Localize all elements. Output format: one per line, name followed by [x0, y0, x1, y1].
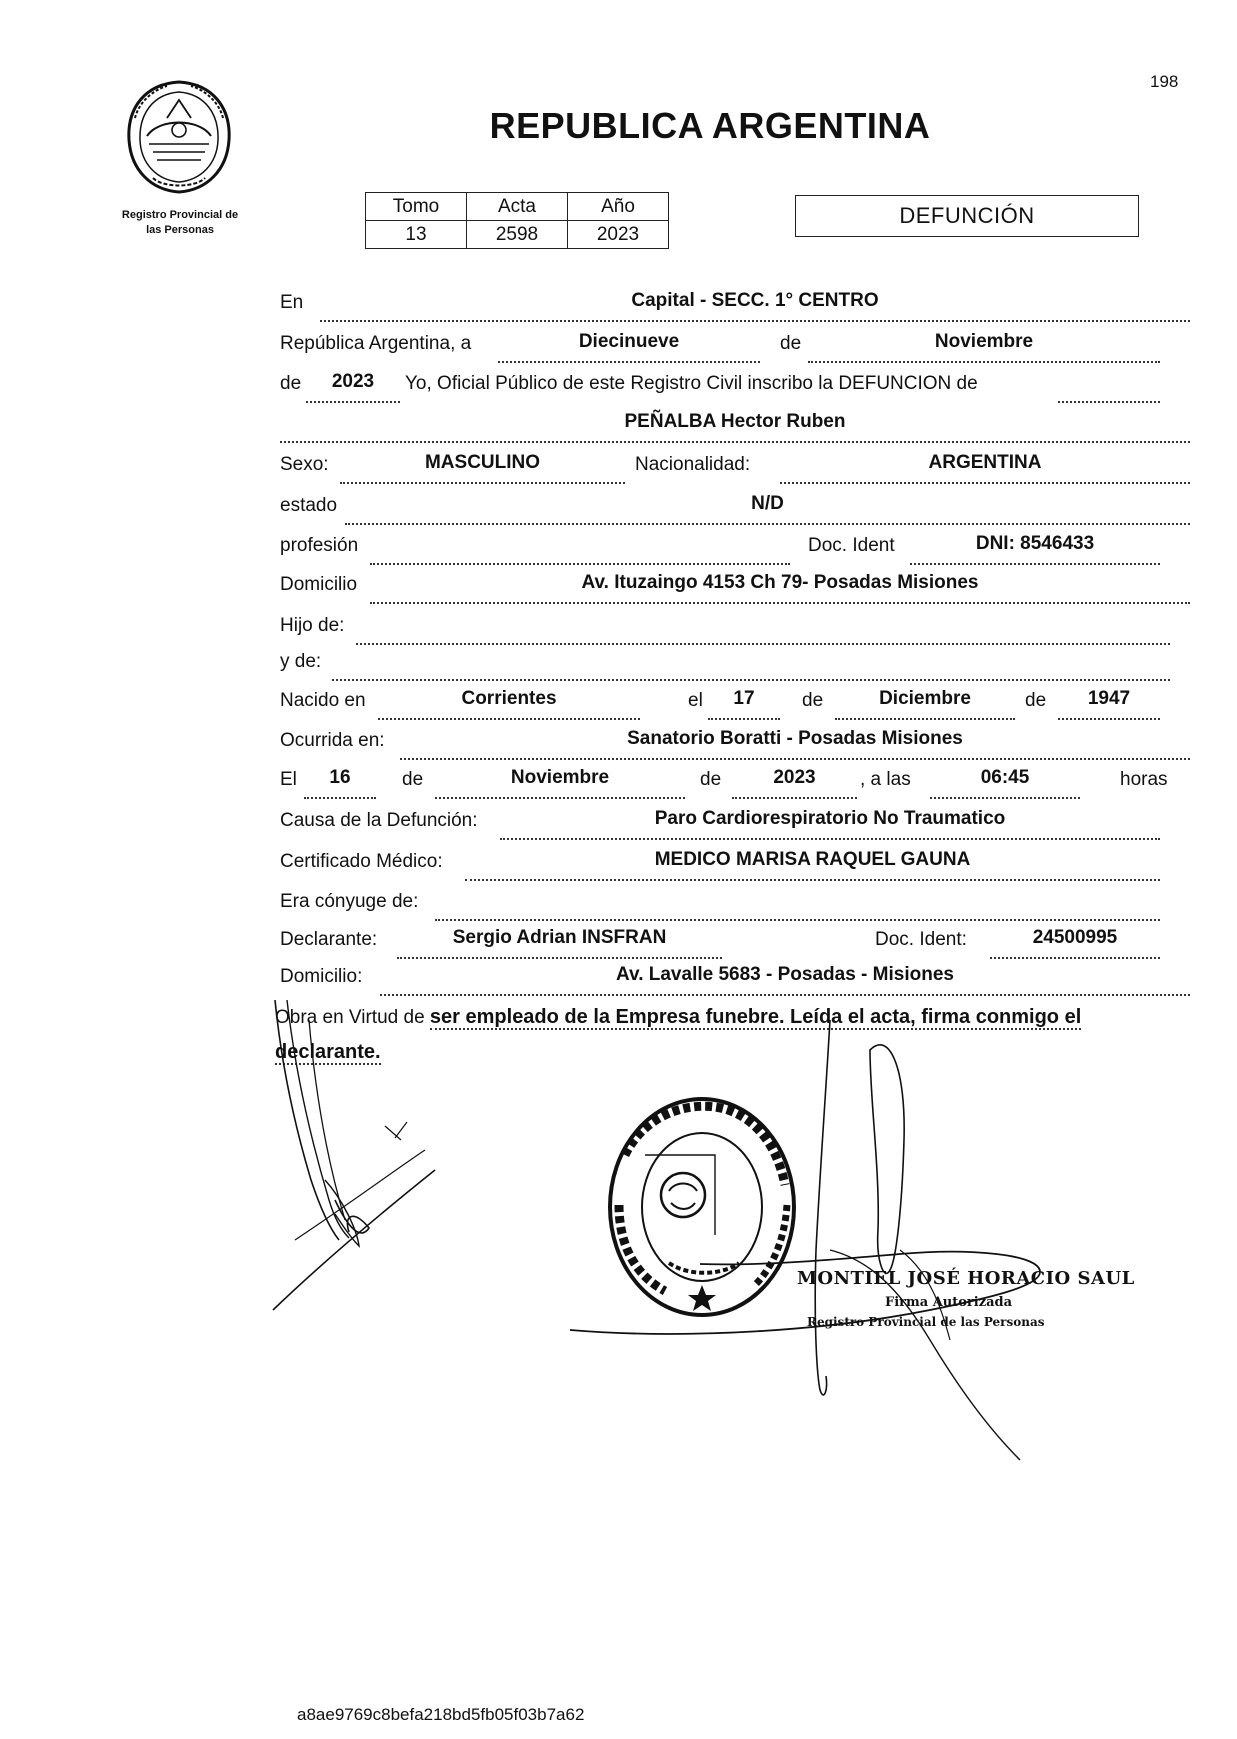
anio-header: Año	[568, 193, 669, 221]
field-declarante	[397, 929, 722, 959]
label-inscribo: Yo, Oficial Público de este Registro Civil inscribo la DEFUNCION de	[405, 373, 978, 394]
provincial-seal-logo	[123, 78, 235, 196]
value-declarante-doc: 24500995	[1032, 927, 1118, 948]
field-fallec-dia	[304, 769, 376, 799]
value-lugar: Capital - SECC. 1° CENTRO	[631, 290, 879, 311]
value-certificado: MEDICO MARISA RAQUEL GAUNA	[654, 849, 971, 870]
label-sexo: Sexo:	[280, 454, 329, 475]
row-fallecimiento	[280, 769, 1180, 799]
field-conyuge	[435, 891, 1160, 921]
value-sexo: MASCULINO	[424, 452, 541, 473]
value-mes: Noviembre	[934, 331, 1034, 352]
field-nacionalidad	[780, 454, 1190, 484]
label-a-las: , a las	[860, 769, 911, 790]
value-nacido-mes: Diciembre	[879, 688, 971, 709]
label-doc-ident-declarante: Doc. Ident:	[875, 929, 967, 950]
field-nacido-mes	[835, 690, 1015, 720]
field-causa	[500, 810, 1160, 840]
value-nacido-lugar: Corrientes	[461, 688, 557, 709]
row-certificado	[280, 851, 1160, 881]
label-horas: horas	[1120, 769, 1168, 790]
registry-name	[95, 208, 265, 238]
label-ocurrida-en: Ocurrida en:	[280, 730, 385, 751]
label-el-fallec: El	[280, 769, 297, 790]
label-el-nacido: el	[688, 690, 703, 711]
reference-header-row	[366, 193, 669, 221]
field-profesion	[370, 535, 790, 565]
label-conyuge: Era cónyuge de:	[280, 891, 419, 912]
field-sexo	[340, 454, 625, 484]
row-lugar	[280, 292, 1190, 322]
row-estado	[280, 495, 1190, 525]
label-republica: República Argentina, a	[280, 333, 472, 354]
field-declarante-doc	[990, 929, 1160, 959]
document-hash: a8ae9769c8befa218bd5fb05f03b7a62	[297, 1705, 585, 1724]
value-obra: ser empleado de la Empresa funebre. Leída el acta, firma conmigo el declarante.	[275, 1006, 1082, 1063]
value-causa: Paro Cardiorespiratorio No Traumatico	[654, 808, 1006, 829]
field-ocurrida-en	[400, 730, 1190, 760]
field-doc	[910, 535, 1160, 565]
row-declarante-domicilio	[280, 966, 1190, 996]
value-declarante: Sergio Adrian INSFRAN	[452, 927, 667, 948]
value-nacido-dia: 17	[733, 688, 755, 709]
label-nacido-en: Nacido en	[280, 690, 366, 711]
anio-value: 2023	[568, 221, 669, 249]
field-certificado	[465, 851, 1160, 881]
label-obra: Obra en Virtud de	[275, 1007, 425, 1028]
field-inscribo-tail	[1058, 373, 1160, 403]
row-fecha	[280, 333, 1160, 363]
field-declarante-domicilio	[380, 966, 1190, 996]
label-de-anio: de	[280, 373, 302, 394]
field-lugar	[320, 292, 1190, 322]
field-estado	[345, 495, 1190, 525]
row-declarante	[280, 929, 1160, 959]
label-domicilio: Domicilio	[280, 574, 358, 595]
registry-line-1: Registro Provincial de	[121, 209, 239, 221]
label-nacionalidad: Nacionalidad:	[635, 454, 751, 475]
label-en: En	[280, 292, 304, 313]
field-dia	[498, 333, 760, 363]
row-nombre	[280, 413, 1190, 443]
field-nacido-dia	[708, 690, 780, 720]
row-inscripcion	[280, 373, 1160, 403]
field-nacido-anio	[1058, 690, 1160, 720]
document-title: REPUBLICA ARGENTINA	[489, 105, 931, 146]
field-anio	[306, 373, 400, 403]
value-nacionalidad: ARGENTINA	[928, 452, 1042, 473]
row-conyuge	[280, 891, 1160, 921]
stamp-official-name: MONTIEL JOSÉ HORACIO SAUL	[797, 1268, 1135, 1289]
label-hijo-de: Hijo de:	[280, 615, 345, 636]
row-sexo	[280, 454, 1190, 484]
row-ocurrida	[280, 730, 1190, 760]
label-causa: Causa de la Defunción:	[280, 810, 478, 831]
value-fallec-dia: 16	[329, 767, 351, 788]
field-hijo-de	[356, 615, 1170, 645]
row-y-de	[280, 651, 1170, 681]
label-y-de: y de:	[280, 651, 322, 672]
field-domicilio	[370, 574, 1190, 604]
value-nombre: PEÑALBA Hector Ruben	[624, 411, 846, 432]
stamp-official-role: Firma Autorizada	[885, 1295, 1013, 1310]
label-declarante: Declarante:	[280, 929, 378, 950]
declarant-signature	[265, 1000, 445, 1330]
label-domicilio-declarante: Domicilio:	[280, 966, 363, 987]
value-domicilio: Av. Ituzaingo 4153 Ch 79- Posadas Misiones	[581, 572, 979, 593]
field-nacido-lugar	[378, 690, 640, 720]
field-fallec-mes	[435, 769, 685, 799]
official-signature	[570, 1010, 1130, 1470]
value-nacido-anio: 1947	[1087, 688, 1131, 709]
row-causa	[280, 810, 1160, 840]
reference-value-row	[366, 221, 669, 249]
stamp-institution: Registro Provincial de las Personas	[807, 1315, 1045, 1329]
field-nombre	[280, 413, 1190, 443]
tomo-value: 13	[366, 221, 467, 249]
label-de-fallec-mes: de	[402, 769, 424, 790]
label-certificado: Certificado Médico:	[280, 851, 443, 872]
registry-line-2: las Personas	[146, 224, 214, 236]
label-de-nacido-anio: de	[1025, 690, 1047, 711]
record-type-box: DEFUNCIÓN	[795, 195, 1139, 237]
acta-value: 2598	[467, 221, 568, 249]
field-y-de	[332, 651, 1170, 681]
row-profesion	[280, 535, 1160, 565]
label-doc-ident: Doc. Ident	[808, 535, 895, 556]
label-profesion: profesión	[280, 535, 359, 556]
value-fallec-mes: Noviembre	[510, 767, 610, 788]
row-nacimiento	[280, 690, 1160, 720]
label-de-fallec-anio: de	[700, 769, 722, 790]
reference-table	[365, 192, 669, 249]
value-doc: DNI: 8546433	[975, 533, 1095, 554]
value-hora: 06:45	[980, 767, 1030, 788]
page-number: 198	[1150, 72, 1179, 91]
value-declarante-domicilio: Av. Lavalle 5683 - Posadas - Misiones	[616, 964, 954, 985]
field-fallec-anio	[732, 769, 857, 799]
value-dia: Diecinueve	[578, 331, 680, 352]
tomo-header: Tomo	[366, 193, 467, 221]
row-domicilio	[280, 574, 1190, 604]
label-estado: estado	[280, 495, 338, 516]
label-de-nacido-mes: de	[802, 690, 824, 711]
field-mes	[808, 333, 1160, 363]
value-estado: N/D	[751, 493, 784, 514]
value-ocurrida-en: Sanatorio Boratti - Posadas Misiones	[627, 728, 963, 749]
row-hijo-de	[280, 615, 1170, 645]
value-anio: 2023	[331, 371, 375, 392]
acta-header: Acta	[467, 193, 568, 221]
value-fallec-anio: 2023	[773, 767, 816, 788]
field-hora	[930, 769, 1080, 799]
label-de-mes: de	[780, 333, 802, 354]
